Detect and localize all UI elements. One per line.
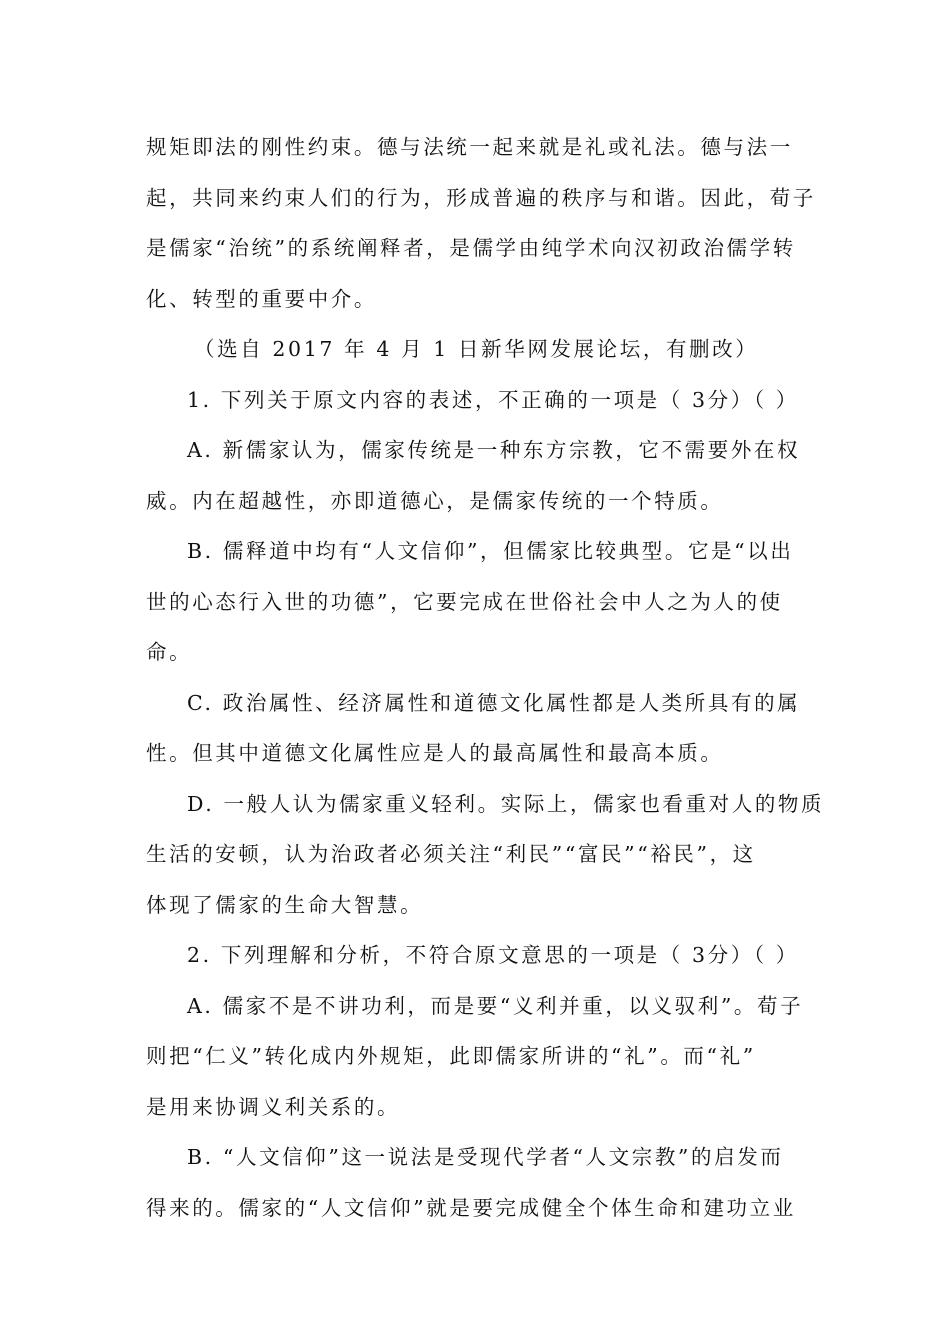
text-line: 是儒家“治统”的系统阐释者，是儒学由纯学术向汉初政治儒学转 — [146, 236, 796, 260]
q1-option-b: B. 儒释道中均有“人文信仰”，但儒家比较典型。它是“以出 — [187, 539, 794, 563]
text-line: 则把“仁义”转化成内外规矩，此即儒家所讲的“礼”。而“礼” — [146, 1044, 756, 1068]
q2-option-a: A. 儒家不是不讲功利，而是要“义利并重，以义驭利”。荀子 — [187, 993, 804, 1018]
text-line: 生活的安顿，认为治政者必须关注“利民”“富民”“裕民”，这 — [146, 842, 756, 866]
q1-option-d: D. 一般人认为儒家重义轻利。实际上，儒家也看重对人的物质 — [187, 791, 825, 816]
q1-option-a: A. 新儒家认为，儒家传统是一种东方宗教，它不需要外在权 — [187, 438, 801, 462]
question-1-stem: 1. 下列关于原文内容的表述，不正确的一项是（ 3分）（ ） — [187, 387, 799, 412]
text-line: 命。 — [146, 640, 193, 664]
text-line: 世的心态行入世的功德”，它要完成在世俗社会中人之为人的使 — [146, 589, 783, 614]
q1-option-c: C. 政治属性、经济属性和道德文化属性都是人类所具有的属 — [187, 690, 801, 715]
text-line: 起，共同来约束人们的行为，形成普遍的秩序与和谐。因此，荀子 — [146, 185, 816, 210]
text-line: 化、转型的重要中介。 — [146, 286, 377, 311]
document-page — [146, 122, 825, 1233]
text-line: 性。但其中道德文化属性应是人的最高属性和最高本质。 — [146, 741, 724, 765]
text-line: 体现了儒家的生命大智慧。 — [146, 892, 424, 917]
text-line: 得来的。儒家的“人文信仰”就是要完成健全个体生命和建功立业 — [146, 1195, 796, 1220]
text-line: 是用来协调义利关系的。 — [146, 1094, 401, 1119]
text-line: 规矩即法的刚性约束。德与法统一起来就是礼或礼法。德与法一 — [146, 135, 793, 159]
question-2-stem: 2. 下列理解和分析，不符合原文意思的一项是（ 3分）（ ） — [187, 943, 799, 967]
text-line: 威。内在超越性，亦即道德心，是儒家传统的一个特质。 — [146, 488, 724, 513]
q2-option-b: B. “人文信仰”这一说法是受现代学者“人文宗教”的启发而 — [187, 1145, 784, 1169]
source-citation: （选自 2017 年 4 月 1 日新华网发展论坛，有删改） — [194, 337, 759, 361]
